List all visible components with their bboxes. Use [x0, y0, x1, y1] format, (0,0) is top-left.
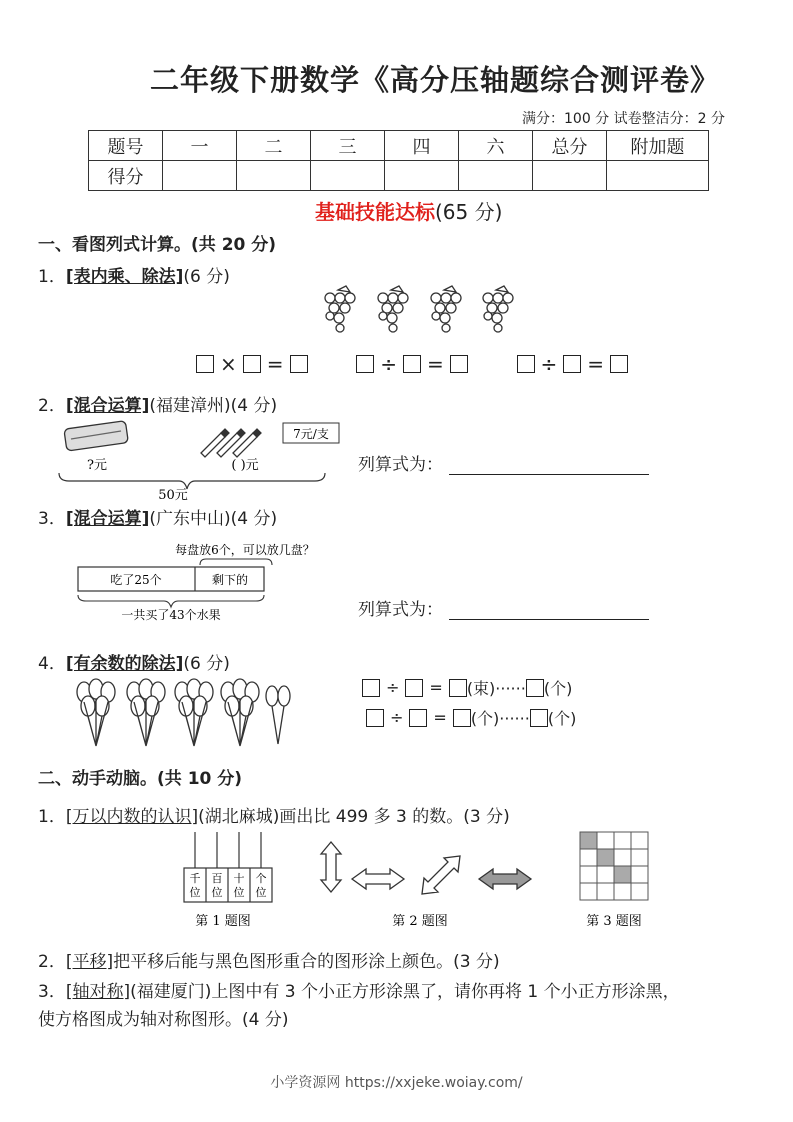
q-points: (6 分)	[183, 267, 230, 287]
unit-label: (个)	[543, 679, 573, 698]
part1-heading: 一、看图列式计算。(共 20 分)	[38, 235, 277, 255]
answer-box[interactable]	[405, 679, 423, 697]
answer-box[interactable]	[517, 355, 535, 373]
fruit-diagram	[70, 535, 340, 625]
op-symbol: ÷	[390, 708, 404, 727]
op-symbol: ×	[220, 351, 237, 376]
q4-line	[38, 649, 230, 674]
abacus-label: 百	[211, 872, 223, 885]
q-tag: [有余数的除法]	[65, 654, 184, 674]
q2-answer	[358, 450, 649, 475]
fig-caption: 第 1 题图	[195, 914, 251, 929]
answer-box[interactable]	[356, 355, 374, 373]
grape-icon	[325, 286, 513, 332]
fig-caption: 第 3 题图	[586, 914, 642, 929]
footer-watermark: 小学资源网 https://xxjeke.woiay.com/	[270, 1075, 523, 1091]
score-info: 满分：100 分 试卷整洁分：2 分	[522, 111, 725, 127]
horizontal-arrow-icon[interactable]	[352, 869, 404, 889]
answer-label: 列算式为：	[358, 600, 443, 620]
q-tag: [混合运算]	[65, 509, 150, 529]
q-num: 2．	[38, 396, 66, 416]
score-header-cell: 二	[237, 131, 311, 161]
score-header-cell: 六	[459, 131, 533, 161]
q3-answer	[358, 595, 649, 620]
score-cell[interactable]	[459, 161, 533, 191]
section-label: 基础技能达标	[315, 200, 435, 224]
answer-box[interactable]	[450, 355, 468, 373]
q1-equations	[196, 350, 628, 376]
balloons-illustration	[72, 678, 304, 750]
abacus-label: 位	[211, 886, 223, 899]
q3-line	[38, 504, 277, 529]
grapes-illustration	[318, 282, 528, 338]
op-symbol: =	[427, 351, 444, 376]
op-symbol: ÷	[386, 678, 400, 697]
score-cell[interactable]	[607, 161, 709, 191]
q-num: 2．	[38, 952, 66, 972]
q-tag: [表内乘、除法]	[65, 267, 184, 287]
answer-box[interactable]	[290, 355, 308, 373]
score-header-cell: 附加题	[607, 131, 709, 161]
op-symbol: =	[266, 351, 284, 376]
score-header-cell: 一	[163, 131, 237, 161]
q-text: (湖北麻城)画出比 499 多 3 的数。(3 分)	[198, 807, 510, 827]
op-symbol: ÷	[380, 351, 398, 376]
page-title: 二年级下册数学《高分压轴题综合测评卷》	[150, 63, 721, 97]
part2-heading: 二、动手动脑。(共 10 分)	[38, 769, 243, 789]
op-symbol: =	[587, 351, 605, 376]
eaten-label: 吃了25个	[110, 573, 162, 587]
answer-box[interactable]	[403, 355, 421, 373]
black-arrow-icon	[479, 869, 531, 889]
figures-row	[180, 830, 660, 934]
p2-q3-line2: 使方格图成为轴对称图形。(4 分)	[38, 1010, 289, 1030]
q4-equation-row1	[362, 676, 572, 699]
q-num: 1．	[38, 267, 66, 287]
op-symbol: =	[433, 708, 447, 727]
answer-box[interactable]	[530, 709, 548, 727]
q-text: (福建厦门)上图中有 3 个小正方形涂黑了，请你再将 1 个小正方形涂黑，	[130, 982, 680, 1002]
answer-box[interactable]	[453, 709, 471, 727]
answer-box[interactable]	[243, 355, 261, 373]
q-num: 1．	[38, 807, 66, 827]
q-points: (4 分)	[230, 396, 278, 416]
abacus-label: 位	[189, 886, 201, 899]
q-tag: [万以内数的认识]	[65, 807, 199, 827]
abacus-label: 位	[233, 886, 245, 899]
answer-box[interactable]	[196, 355, 214, 373]
q-tag: [混合运算]	[65, 396, 150, 416]
answer-line[interactable]	[449, 618, 649, 620]
unit-label: (束)······	[466, 679, 526, 698]
op-symbol: =	[429, 678, 443, 697]
abacus-label: 位	[255, 886, 267, 899]
total-label: 50元	[158, 488, 188, 503]
q-text: 把平移后能与黑色图形重合的图形涂上颜色。(3 分)	[113, 952, 500, 972]
score-header-cell: 题号	[89, 131, 163, 161]
pencil-case-icon	[64, 421, 128, 451]
abacus-label: 十	[233, 872, 245, 885]
label-right: ( )元	[231, 458, 259, 473]
section-points: (65 分)	[435, 200, 503, 224]
score-cell[interactable]	[237, 161, 311, 191]
abacus-label: 个	[255, 872, 267, 885]
vertical-arrow-icon[interactable]	[321, 842, 341, 892]
pen-icon	[201, 429, 261, 457]
score-cell[interactable]	[163, 161, 237, 191]
score-header-cell: 总分	[533, 131, 607, 161]
p2-q2-line	[38, 947, 500, 972]
q-points: (6 分)	[183, 654, 230, 674]
answer-box[interactable]	[563, 355, 581, 373]
op-symbol: ÷	[540, 351, 558, 376]
unit-label: (个)······	[470, 709, 530, 728]
label-left: ?元	[87, 458, 107, 473]
score-table	[88, 130, 709, 191]
score-header-cell: 三	[311, 131, 385, 161]
answer-box[interactable]	[610, 355, 628, 373]
q-source: (广东中山)	[149, 509, 231, 529]
unit-label: (个)	[547, 709, 577, 728]
pencil-case-illustration	[55, 415, 345, 505]
diagonal-arrow-icon[interactable]	[422, 856, 460, 894]
answer-box[interactable]	[362, 679, 380, 697]
q-points: (4 分)	[230, 509, 278, 529]
q4-equation-row2	[366, 706, 576, 729]
balloon-bunch-icon	[77, 679, 290, 746]
answer-line[interactable]	[449, 473, 649, 475]
q-num: 3．	[38, 982, 66, 1002]
answer-box[interactable]	[366, 709, 384, 727]
grid-figure	[580, 832, 648, 900]
score-row-label: 得分	[89, 161, 163, 191]
q-tag: [轴对称]	[65, 982, 131, 1002]
price-tag-text: 7元/支	[293, 427, 329, 441]
answer-box[interactable]	[409, 709, 427, 727]
answer-box[interactable]	[526, 679, 544, 697]
score-cell[interactable]	[533, 161, 607, 191]
diagram-question: 每盘放6个，可以放几盘？	[175, 543, 315, 557]
section-heading	[315, 196, 502, 225]
q-num: 3．	[38, 509, 66, 529]
abacus-label: 千	[189, 872, 201, 885]
score-cell[interactable]	[311, 161, 385, 191]
q-tag: [平移]	[65, 952, 114, 972]
total-label: 一共买了43个水果	[121, 608, 221, 622]
q1-line	[38, 262, 230, 287]
p2-q3-line	[38, 977, 680, 1002]
answer-label: 列算式为：	[358, 455, 443, 475]
p2-q1-line	[38, 802, 510, 827]
q-num: 4．	[38, 654, 66, 674]
score-header-cell: 四	[385, 131, 459, 161]
brace	[59, 473, 325, 489]
score-cell[interactable]	[385, 161, 459, 191]
left-label: 剩下的	[211, 573, 249, 587]
q2-line	[38, 391, 277, 416]
fig-caption: 第 2 题图	[392, 914, 448, 929]
q-source: (福建漳州)	[149, 396, 231, 416]
answer-box[interactable]	[449, 679, 467, 697]
